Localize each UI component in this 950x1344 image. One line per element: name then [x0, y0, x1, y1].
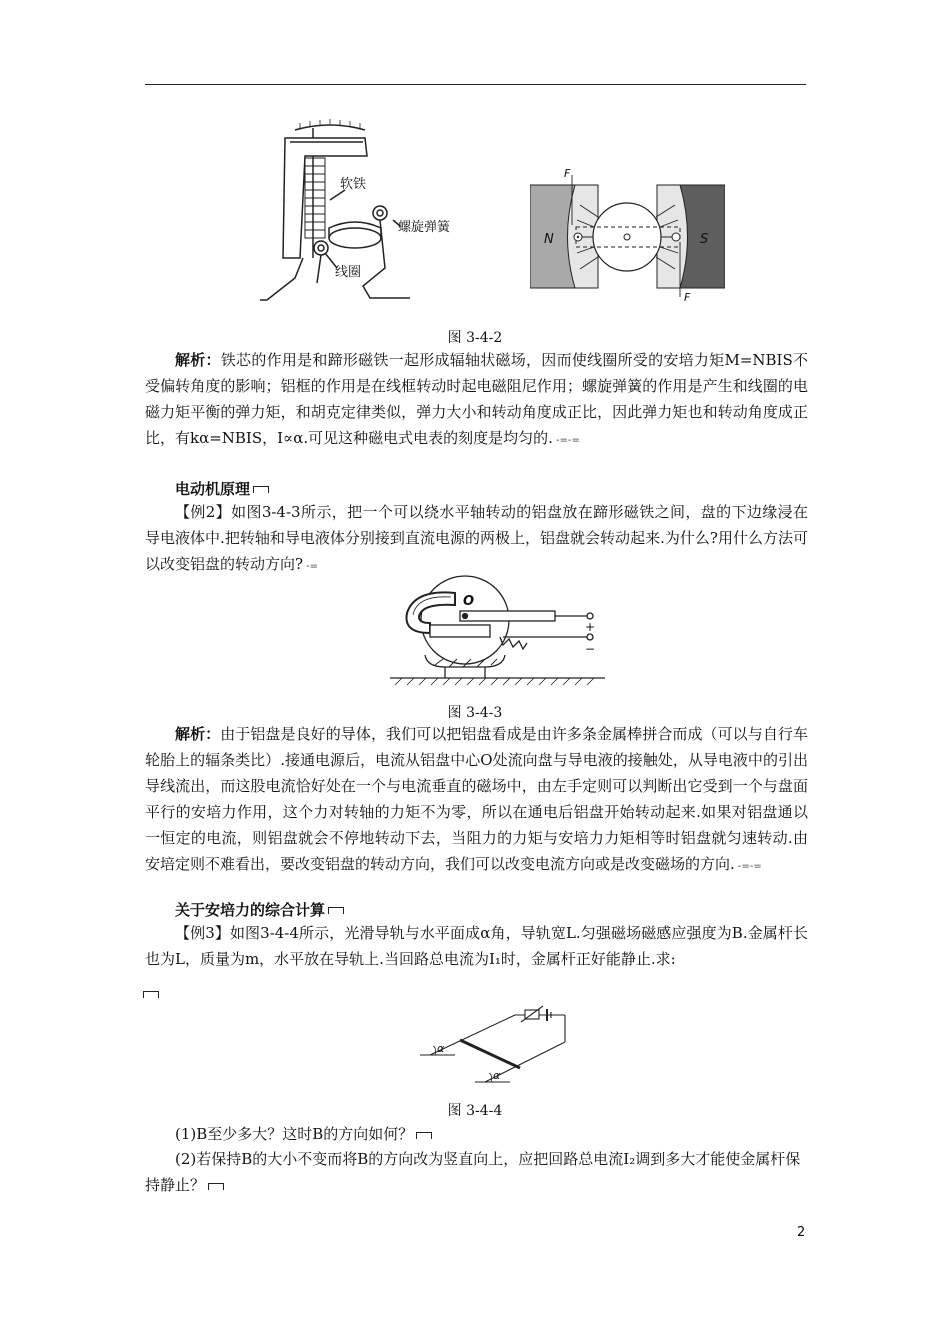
example-text: 如图3-4-4所示，光滑导轨与水平面成α角，导轨宽L.匀强磁场磁感应强度为B.金属杆长也为L，质量为m，水平放在导轨上.当回路总电流为I₁时，金属杆正好能静止.求:	[145, 924, 809, 968]
example-label: 【例2】	[175, 503, 232, 521]
inclined-rails-figure	[415, 1000, 580, 1090]
section-title-ampere: 关于安培力的综合计算	[175, 899, 344, 920]
figure-caption-3-4-3: 图 3-4-3	[447, 705, 503, 721]
spring-label: 螺旋弹簧	[398, 220, 451, 235]
coil-label: 线圈	[335, 265, 362, 280]
question-2: (2)若保持B的大小不变而将B的方向改为竖直向上，应把回路总电流I₂调到多大才能使金属杆保持静止？	[145, 1150, 801, 1194]
force-bottom-label: F	[684, 291, 691, 304]
section-title-motor: 电动机原理	[175, 478, 269, 499]
soft-iron-label: 软铁	[340, 177, 367, 192]
bracket-mark	[416, 1132, 432, 1139]
plus-terminal-label: +	[585, 620, 596, 634]
bracket-mark	[143, 991, 159, 998]
trail-mark: -=-=	[737, 861, 762, 872]
trail-mark: -=	[306, 561, 319, 572]
minus-terminal-label: −	[585, 642, 596, 656]
axis-label-O: O	[463, 594, 475, 609]
question-1: (1)B至少多大？这时B的方向如何？	[145, 1121, 808, 1147]
trail-mark: -=-=	[555, 435, 580, 446]
north-label: N	[544, 232, 554, 247]
bracket-mark	[328, 907, 344, 914]
example-3-paragraph	[145, 920, 808, 972]
analysis-paragraph-2	[145, 721, 808, 880]
example-label: 【例3】	[175, 924, 230, 942]
galvanometer-figure	[255, 118, 455, 308]
example-text: 如图3-4-3所示，把一个可以绕水平轴转动的铝盘放在蹄形磁铁之间，盘的下边缘浸在导电液体中.把转轴和导电液体分别接到直流电源的两极上，铝盘就会转动起来.为什么?用什么方法可以改变铝盘的转动方向?	[145, 503, 809, 573]
analysis-label: 解析：	[175, 725, 221, 743]
analysis-text: 由于铝盘是良好的导体，我们可以把铝盘看成是由许多条金属棒拼合而成（可以与自行车轮胎上的辐条类比）.接通电源后，电流从铝盘中心O处流向盘与导电液的接触处，从导电液中的引出导线流出，而这股电流恰好处在一个与电流垂直的磁场中，由左手定则可以判断出它受到一个与盘面平行的安培力作用，这个力对转轴的力矩不为零，所以在通电后铝盘开始转动起来.如果对铝盘通以一恒定的电流，则铝盘就会不停地转动下去，当阻力的力矩与安培力力矩相等时铝盘就匀速转动.由安培定则不难看出，要改变铝盘的转动方向，我们可以改变电流方向或是改变磁场的方向.	[145, 725, 808, 873]
figure-caption-3-4-4: 图 3-4-4	[447, 1103, 503, 1119]
bracket-mark	[208, 1183, 224, 1190]
radial-field-figure	[530, 165, 725, 305]
figure-caption-3-4-2: 图 3-4-2	[447, 330, 503, 346]
analysis-label: 解析：	[175, 351, 221, 369]
page-number: 2	[797, 1225, 806, 1240]
force-top-label: F	[564, 167, 571, 180]
header-rule	[145, 84, 806, 85]
bracket-mark	[253, 486, 269, 493]
alpha-label-2: α	[493, 1069, 501, 1082]
example-2-paragraph	[145, 499, 808, 580]
aluminum-disc-figure	[385, 575, 610, 690]
analysis-text: 铁芯的作用是和蹄形磁铁一起形成辐轴状磁场，因而使线圈所受的安培力矩M=NBIS不受偏转角度的影响；铝框的作用是在线框转动时起电磁阻尼作用；螺旋弹簧的作用是产生和线圈的电磁力矩平衡的弹力矩，和胡克定律类似，弹力大小和转动角度成正比，因此弹力矩也和转动角度成正比，有kα=NBIS，I∝α.可见这种磁电式电表的刻度是均匀的.	[145, 351, 808, 447]
analysis-paragraph-1	[145, 347, 808, 454]
south-label: S	[700, 232, 709, 247]
alpha-label-1: α	[437, 1042, 445, 1055]
